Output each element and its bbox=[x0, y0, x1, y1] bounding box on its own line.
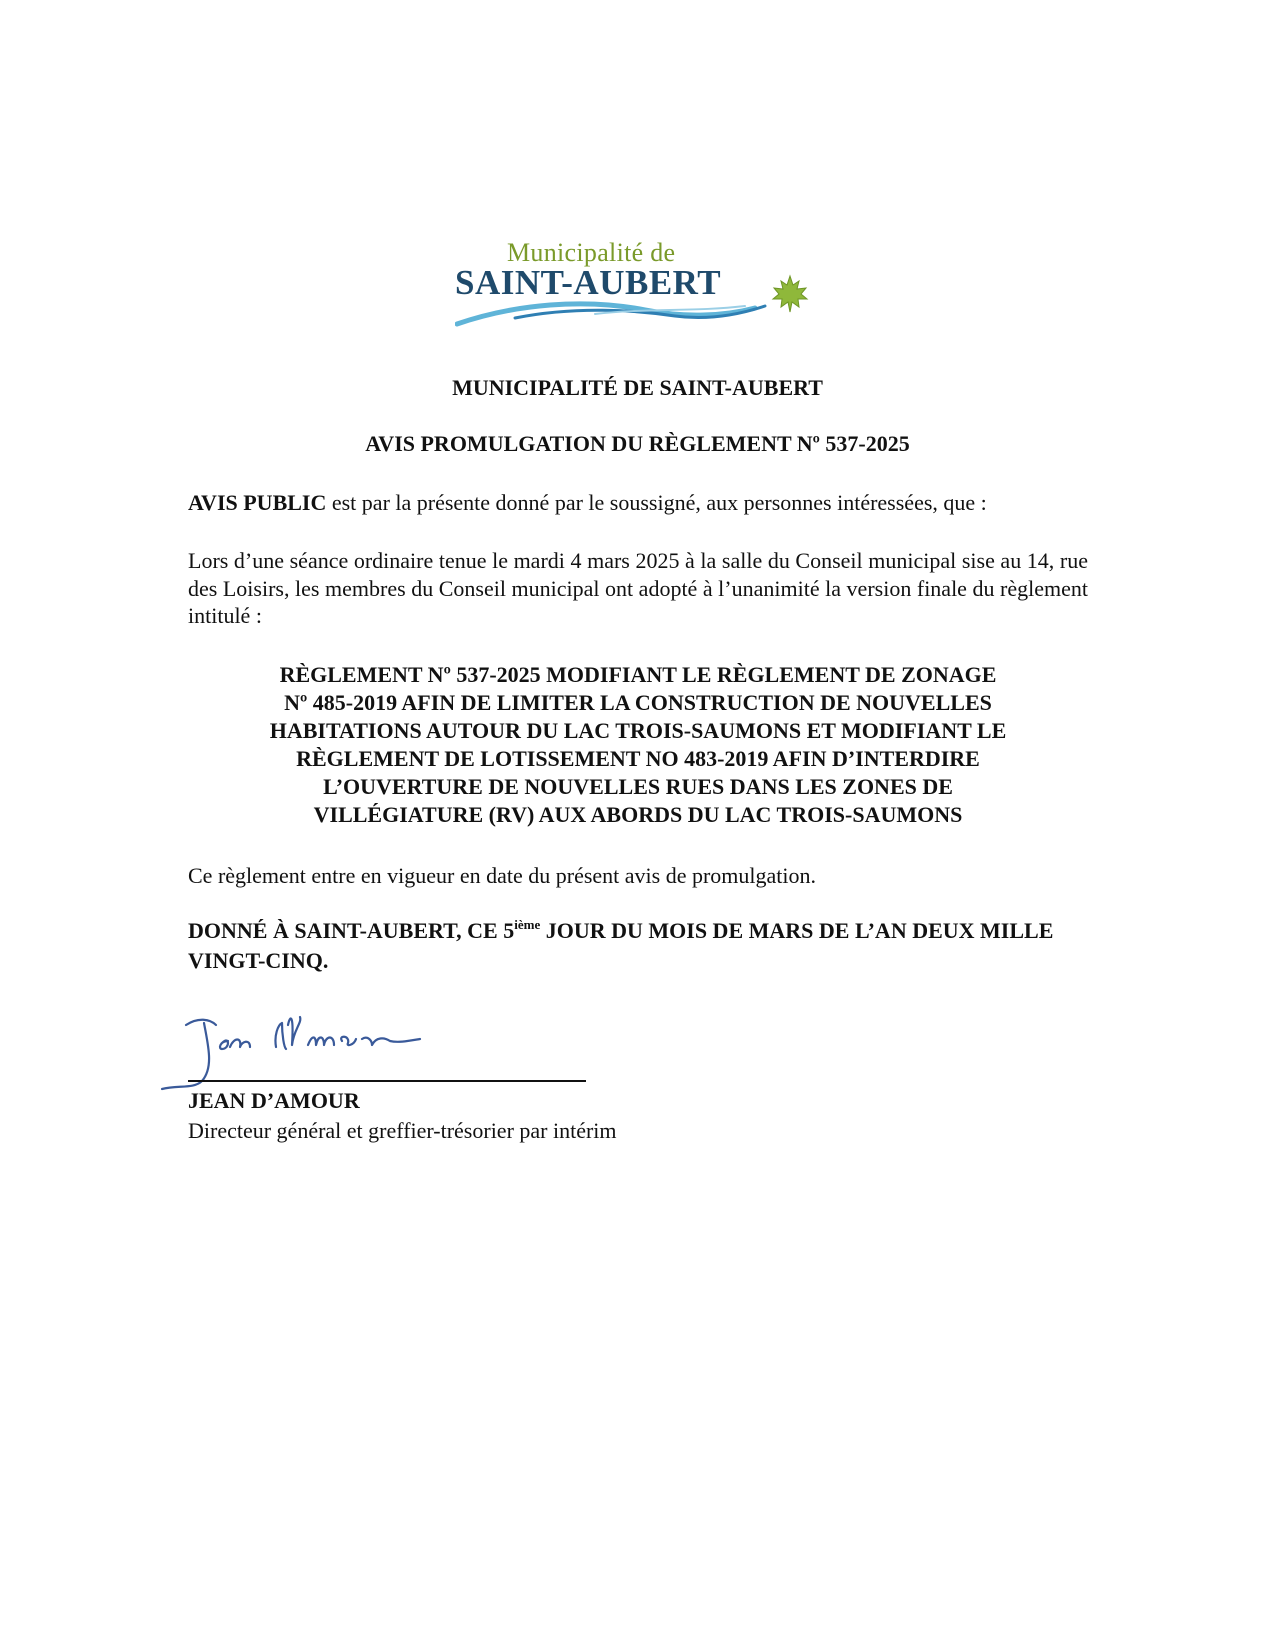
regulation-title-line: VILLÉGIATURE (RV) AUX ABORDS DU LAC TROIS-SAUMONS bbox=[313, 802, 963, 827]
regulation-title-line: RÈGLEMENT Nº 537-2025 MODIFIANT LE RÈGLEMENT DE ZONAGE bbox=[279, 662, 997, 687]
logo-name: SAINT-AUBERT bbox=[455, 263, 722, 302]
water-waves-icon bbox=[455, 296, 775, 328]
regulation-title-line: Nº 485-2019 AFIN DE LIMITER LA CONSTRUCTION DE NOUVELLES bbox=[284, 690, 992, 715]
given-text-part2: JOUR DU MOIS DE MARS DE L’AN DEUX MILLE VINGT-CINQ. bbox=[188, 918, 1054, 973]
signature-line bbox=[188, 1080, 586, 1082]
municipality-logo bbox=[455, 238, 855, 348]
effective-paragraph: Ce règlement entre en vigueur en date du présent avis de promulgation. bbox=[188, 863, 817, 888]
municipality-heading: MUNICIPALITÉ DE SAINT-AUBERT bbox=[452, 375, 823, 400]
regulation-title-line: RÈGLEMENT DE LOTISSEMENT NO 483-2019 AFIN D’INTERDIRE bbox=[296, 746, 980, 771]
logo-subtitle: Municipalité de bbox=[507, 238, 676, 267]
given-statement bbox=[188, 916, 1088, 976]
given-text-part1: DONNÉ À SAINT-AUBERT, CE 5 bbox=[188, 918, 515, 943]
public-notice-text: est par la présente donné par le soussigné, aux personnes intéressées, que : bbox=[326, 490, 987, 515]
public-notice-label: AVIS PUBLIC bbox=[188, 490, 327, 515]
meeting-paragraph: Lors d’une séance ordinaire tenue le mardi 4 mars 2025 à la salle du Conseil municipal sise au 14, rue des Loisirs, les membres du Conseil municipal ont adopté à l’unanimité la version finale du règlement intitulé : bbox=[188, 548, 1088, 628]
signer-name: JEAN D’AMOUR bbox=[188, 1088, 360, 1113]
public-notice-paragraph bbox=[188, 489, 1088, 517]
regulation-title bbox=[188, 661, 1088, 829]
maple-leaf-icon bbox=[770, 274, 810, 314]
given-ordinal: ième bbox=[514, 917, 541, 932]
regulation-title-line: HABITATIONS AUTOUR DU LAC TROIS-SAUMONS ET MODIFIANT LE bbox=[269, 718, 1007, 743]
regulation-title-line: L’OUVERTURE DE NOUVELLES RUES DANS LES ZONES DE bbox=[323, 774, 953, 799]
signer-title: Directeur général et greffier-trésorier par intérim bbox=[188, 1118, 617, 1143]
notice-title: AVIS PROMULGATION DU RÈGLEMENT Nº 537-2025 bbox=[365, 431, 910, 456]
